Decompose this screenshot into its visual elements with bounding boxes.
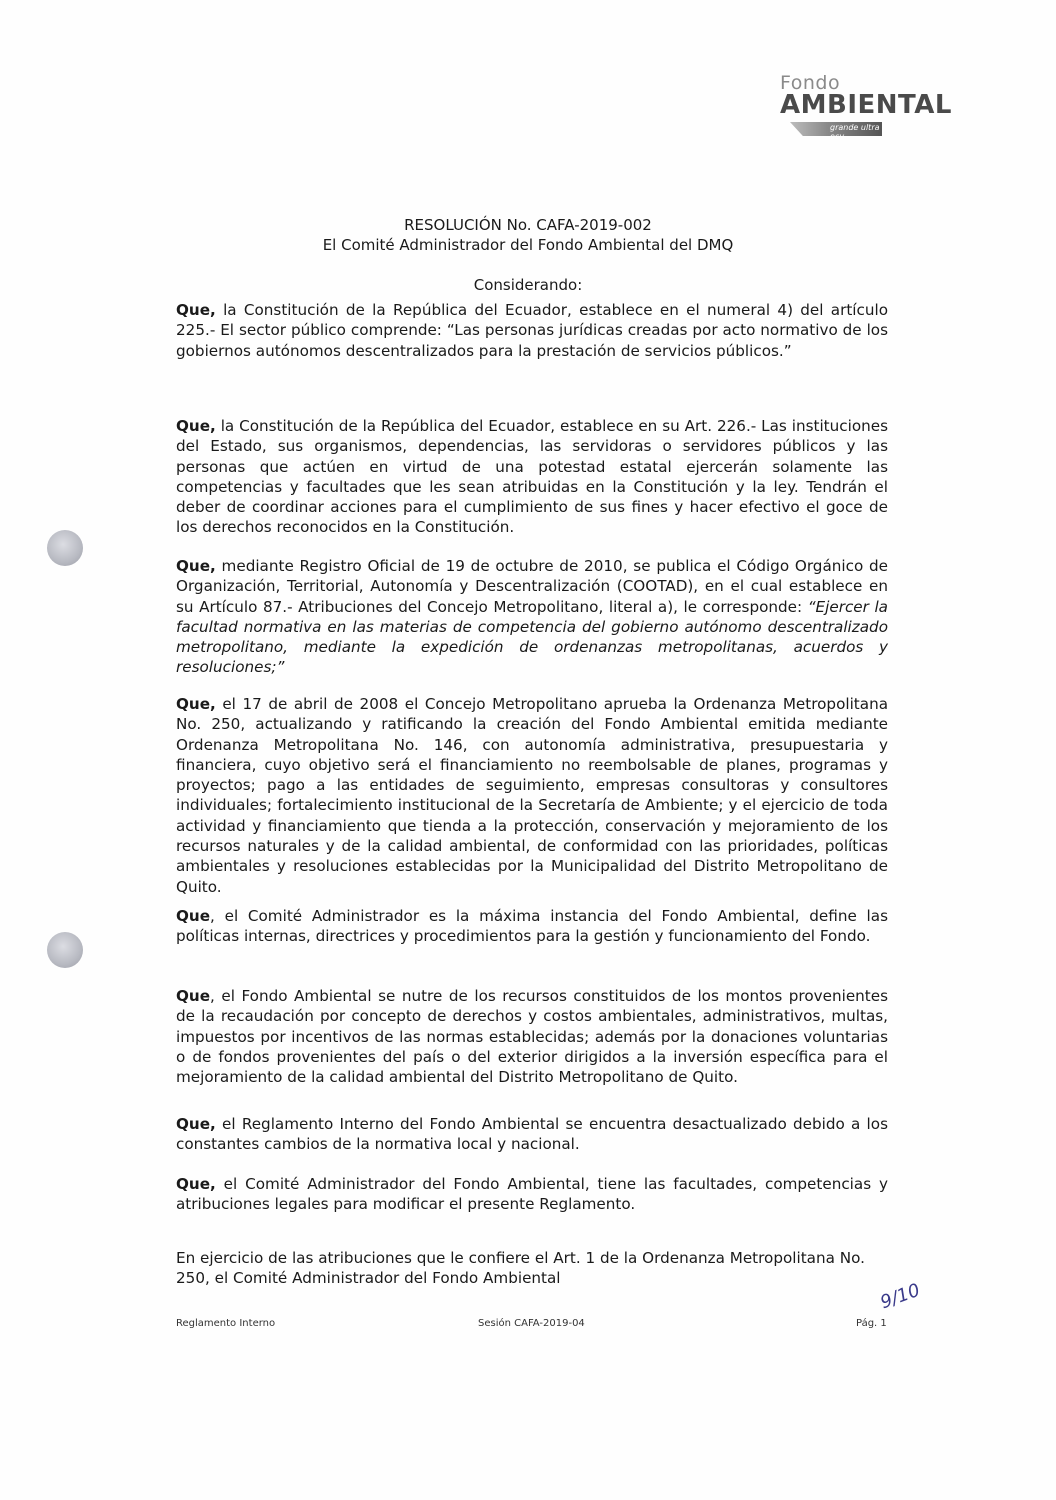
paragraph-text: mediante Registro Oficial de 19 de octubre de 2010, se publica el Código Orgánico de Organización, Territorial, Autonomía y Descentralización (COOTAD), en el cual establece en su Artículo 87.- Atribuciones del Concejo Metropolitano, literal a), le corresponde:: [176, 557, 888, 616]
paragraph-text: , el Comité Administrador es la máxima instancia del Fondo Ambiental, define las políticas internas, directrices y procedimientos para la gestión y funcionamiento del Fondo.: [176, 907, 888, 946]
lead-word: Que,: [176, 557, 216, 575]
lead-word: Que,: [176, 1175, 216, 1193]
committee-title: El Comité Administrador del Fondo Ambiental del DMQ: [322, 236, 734, 254]
lead-word: Que,: [176, 301, 216, 319]
footer-left: Reglamento Interno: [176, 1318, 276, 1329]
footer-page-number: Pág. 1: [856, 1318, 887, 1329]
punch-hole-icon: [47, 932, 83, 968]
paragraph-5: [176, 906, 888, 947]
fondo-ambiental-logo: [780, 72, 952, 142]
paragraph-text: la Constitución de la República del Ecuador, establece en su Art. 226.- Las instituciones del Estado, sus organismos, dependencias, las servidoras o servidores públicos y las personas que actúen en virtud de una potestad estatal ejercerán solamente las competencias y facultades que les sean atribuidas en la Constitución y la ley. Tendrán el deber de coordinar acciones para el cumplimiento de sus fines y hacer efectivo el goce de los derechos reconocidos en la Constitución.: [176, 417, 888, 537]
handwritten-signature: 9/10: [877, 1279, 923, 1314]
punch-hole-icon: [47, 530, 83, 566]
logo-line2: AMBIENTAL: [780, 90, 952, 120]
paragraph-6: [176, 986, 888, 1087]
paragraph-4: [176, 694, 888, 897]
closing-paragraph: En ejercicio de las atribuciones que le confiere el Art. 1 de la Ordenanza Metropolitana No. 250, el Comité Administrador del Fondo Ambiental: [176, 1249, 865, 1288]
paragraph-8: [176, 1174, 888, 1215]
quoted-text: “Ejercer la facultad normativa en las materias de competencia del gobierno autónomo descentralizado metropolitano, mediante la expedición de ordenanzas metropolitanas, acuerdos y resoluciones;”: [176, 597, 888, 677]
paragraph-text: , el Fondo Ambiental se nutre de los recursos constituidos de los montos provenientes de la recaudación por concepto de derechos y costos ambientales, administrativos, multas, impuestos por incentivos de las normas establecidas; además por la donaciones voluntarias o de fondos provenientes del país o del exterior dirigidos a la inversión específica para el mejoramiento de la calidad ambiental del Distrito Metropolitano de Quito.: [176, 987, 888, 1087]
lead-word: Que,: [176, 417, 216, 435]
paragraph-1: [176, 300, 888, 361]
paragraph-text: el 17 de abril de 2008 el Concejo Metropolitano aprueba la Ordenanza Metropolitana No. 250, actualizando y ratificando la creación del Fondo Ambiental emitida mediante Ordenanza Metropolitana No. 146, con autonomía administrativa, presupuestaria y financiera, cuyo objetivo será el financiamiento no reembolsable de planes, programas y proyectos; pago a las entidades de seguimiento, empresas consultoras y consultores individuales; fortalecimiento institucional de la Secretaría de Ambiente; y el ejercicio de toda actividad y financiamiento que tienda a la protección, conservación y mejoramiento de los recursos naturales y de la calidad ambiental, de conformidad con las prioridades, políticas ambientales y resoluciones establecidas por la Municipalidad del Distrito Metropolitano de Quito.: [176, 695, 888, 896]
lead-word: Que,: [176, 1115, 216, 1133]
paragraph-text: el Reglamento Interno del Fondo Ambiental se encuentra desactualizado debido a los constantes cambios de la normativa local y nacional.: [176, 1115, 888, 1154]
paragraph-3: [176, 556, 888, 678]
paragraph-text: la Constitución de la República del Ecuador, establece en el numeral 4) del artículo 225.- El sector público comprende: “Las personas jurídicas creadas por acto normativo de los gobiernos autónomos descentralizados para la prestación de servicios públicos.”: [176, 301, 888, 360]
paragraph-2: [176, 416, 888, 538]
lead-word: Que: [176, 907, 211, 925]
resolution-title: RESOLUCIÓN No. CAFA-2019-002: [404, 216, 652, 234]
lead-word: Que,: [176, 695, 216, 713]
paragraph-text: el Comité Administrador del Fondo Ambiental, tiene las facultades, competencias y atribuciones legales para modificar el presente Reglamento.: [176, 1175, 888, 1214]
logo-line1: Fondo: [780, 72, 841, 94]
logo-tagline: grande ultra ecy: [830, 123, 880, 141]
paragraph-7: [176, 1114, 888, 1155]
considering-heading: Considerando:: [473, 276, 583, 294]
footer-center: Sesión CAFA-2019-04: [478, 1318, 585, 1329]
lead-word: Que: [176, 987, 211, 1005]
